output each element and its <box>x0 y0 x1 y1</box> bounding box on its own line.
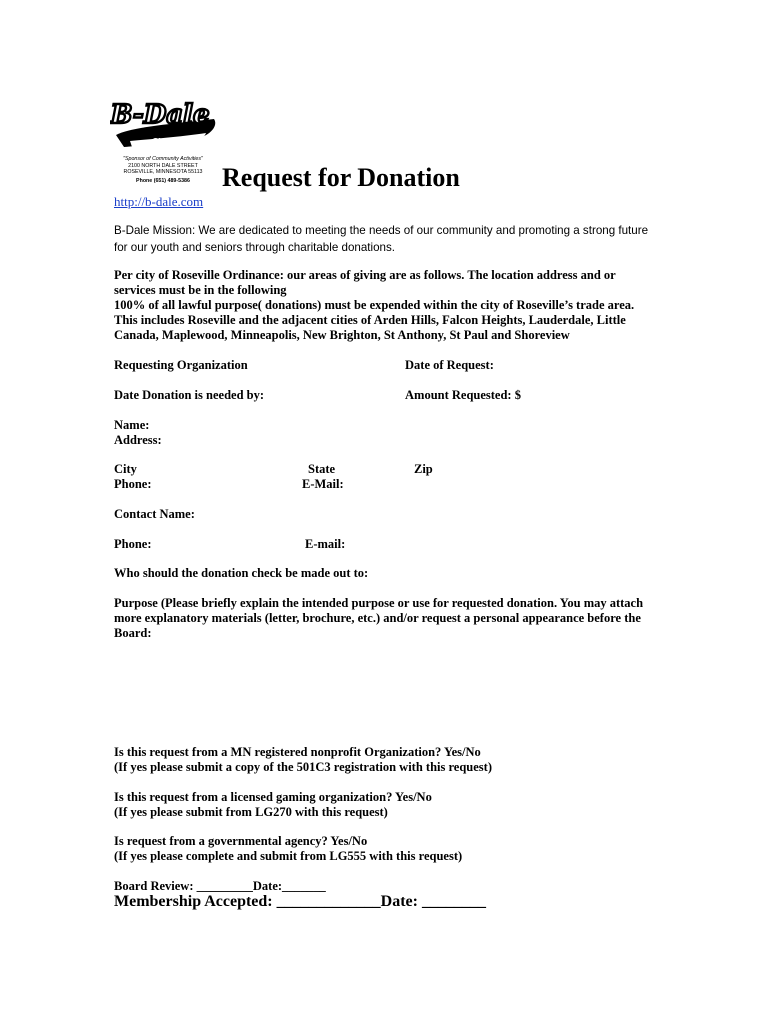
logo-city: ROSEVILLE, MINNESOTA 55113 <box>123 169 203 175</box>
phone-label: Phone: <box>114 477 152 491</box>
state-label: State <box>308 462 336 476</box>
logo-brand: B-Dale <box>110 100 210 130</box>
purpose-line: more explanatory materials (letter, brochure, etc.) and/or request a personal appearance before the <box>114 611 641 625</box>
membership-accepted-line: Membership Accepted: _____________Date: ________ <box>114 893 486 910</box>
city-label: City <box>114 462 137 476</box>
purpose-line: Purpose (Please briefly explain the intended purpose or use for requested donation. You may attach <box>114 596 644 610</box>
amount-requested-label: Amount Requested: $ <box>405 388 521 402</box>
mission-statement: B-Dale Mission: We are dedicated to meeting the needs of our community and promoting a strong future for our youth and seniors through charitable donations. <box>114 224 649 254</box>
ordinance-line: services must be in the following <box>114 283 287 297</box>
purpose-line: Board: <box>114 626 152 640</box>
government-note: (If yes please complete and submit from LG555 with this request) <box>114 849 463 863</box>
address-label: Address: <box>114 433 162 447</box>
ordinance-line: This includes Roseville and the adjacent cities of Arden Hills, Falcon Heights, Lauderdale, Little <box>114 313 626 327</box>
ordinance-line: Canada, Maplewood, Minneapolis, New Brighton, St Anthony, St Paul and Shoreview <box>114 328 570 342</box>
nonprofit-note: (If yes please submit a copy of the 501C3 registration with this request) <box>114 760 492 774</box>
date-needed-label: Date Donation is needed by: <box>114 388 265 402</box>
check-payable-label: Who should the donation check be made out to: <box>114 566 369 580</box>
logo-club: CLUB <box>152 136 176 146</box>
page-title: Request for Donation <box>222 163 460 192</box>
contact-name-label: Contact Name: <box>114 507 195 521</box>
name-label: Name: <box>114 418 150 432</box>
b-dale-club-logo <box>110 97 222 189</box>
zip-label: Zip <box>414 462 433 476</box>
date-of-request-label: Date of Request: <box>405 358 494 372</box>
contact-email-label: E-mail: <box>305 537 346 551</box>
logo-street: 2100 NORTH DALE STREET <box>128 163 198 169</box>
ordinance-line: 100% of all lawful purpose( donations) must be expended within the city of Roseville’s trade area. <box>114 298 635 312</box>
gaming-note: (If yes please submit from LG270 with this request) <box>114 805 388 819</box>
government-question: Is request from a governmental agency? Yes/No <box>114 834 368 848</box>
gaming-question: Is this request from a licensed gaming organization? Yes/No <box>114 790 432 804</box>
email-label: E-Mail: <box>302 477 344 491</box>
ordinance-line: Per city of Roseville Ordinance: our areas of giving are as follows. The location address and or <box>114 268 616 282</box>
logo-tagline: "Sponsor of Community Activities" <box>123 156 203 162</box>
contact-phone-label: Phone: <box>114 537 152 551</box>
board-review-line: Board Review: _________Date:_______ <box>114 879 326 893</box>
logo-phone: Phone (651) 489-5386 <box>136 178 190 184</box>
nonprofit-question: Is this request from a MN registered nonprofit Organization? Yes/No <box>114 745 481 759</box>
requesting-org-label: Requesting Organization <box>114 358 248 372</box>
ordinance-text <box>114 268 674 343</box>
website-link[interactable]: http://b-dale.com <box>114 194 204 209</box>
